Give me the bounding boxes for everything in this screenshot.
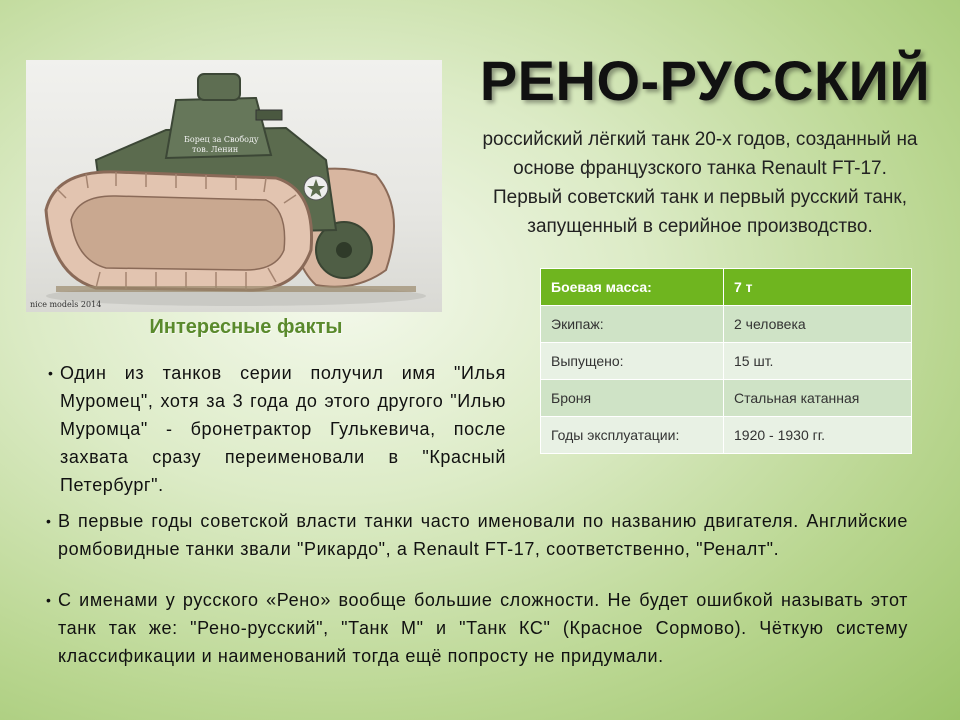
fact-item xyxy=(46,507,908,563)
spec-value: 2 человека xyxy=(724,306,912,343)
tank-photo xyxy=(26,60,442,312)
svg-text:Борец за Свободу: Борец за Свободу xyxy=(184,135,259,144)
spec-key: Экипаж: xyxy=(541,306,724,343)
bullet-icon: • xyxy=(48,365,54,381)
bullet-icon: • xyxy=(46,592,52,608)
fact-item xyxy=(48,359,506,499)
fact-text: С именами у русского «Рено» вообще большие сложности. Не будет ошибкой называть этот танк так же: "Рено-русский", "Танк М" и "Танк КС" (Красное Сормово). Чёткую систему классификации и наименований тогда ещё попросту не придумали. xyxy=(58,590,908,666)
spec-value: Стальная катанная xyxy=(724,380,912,417)
svg-text:тов. Ленин: тов. Ленин xyxy=(192,145,239,154)
fact-text: В первые годы советской власти танки часто именовали по названию двигателя. Английские ромбовидные танки звали "Рикардо", а Renault FT-17, соответственно, "Реналт". xyxy=(58,511,908,559)
spec-value: 7 т xyxy=(724,269,912,306)
specs-table xyxy=(540,268,912,454)
bullet-icon: • xyxy=(46,513,52,529)
spec-key: Выпущено: xyxy=(541,343,724,380)
specs-row xyxy=(541,417,912,454)
facts-heading: Интересные факты xyxy=(149,316,343,338)
page-title: РЕНО-РУССКИЙ xyxy=(479,49,931,112)
specs-row xyxy=(541,343,912,380)
tank-description: российский лёгкий танк 20-х годов, созданный на основе французского танка Renault FT-17. Первый советский танк и первый русский танк, запущенный в серийное производство. xyxy=(482,129,918,237)
fact-text: Один из танков серии получил имя "Илья Муромец", хотя за 3 года до этого другого "Илью Муромца" - бронетрактор Гулькевича, после захвата сразу переименовали в "Красный Петербург". xyxy=(60,363,506,495)
specs-row xyxy=(541,380,912,417)
spec-value: 1920 - 1930 гг. xyxy=(724,417,912,454)
spec-key: Годы эксплуатации: xyxy=(541,417,724,454)
spec-value: 15 шт. xyxy=(724,343,912,380)
specs-row xyxy=(541,306,912,343)
spec-key: Броня xyxy=(541,380,724,417)
tank-illustration xyxy=(26,60,442,312)
spec-key: Боевая масса: xyxy=(541,269,724,306)
specs-row xyxy=(541,269,912,306)
photo-credit: nice models 2014 xyxy=(30,300,102,309)
fact-item xyxy=(46,586,908,670)
